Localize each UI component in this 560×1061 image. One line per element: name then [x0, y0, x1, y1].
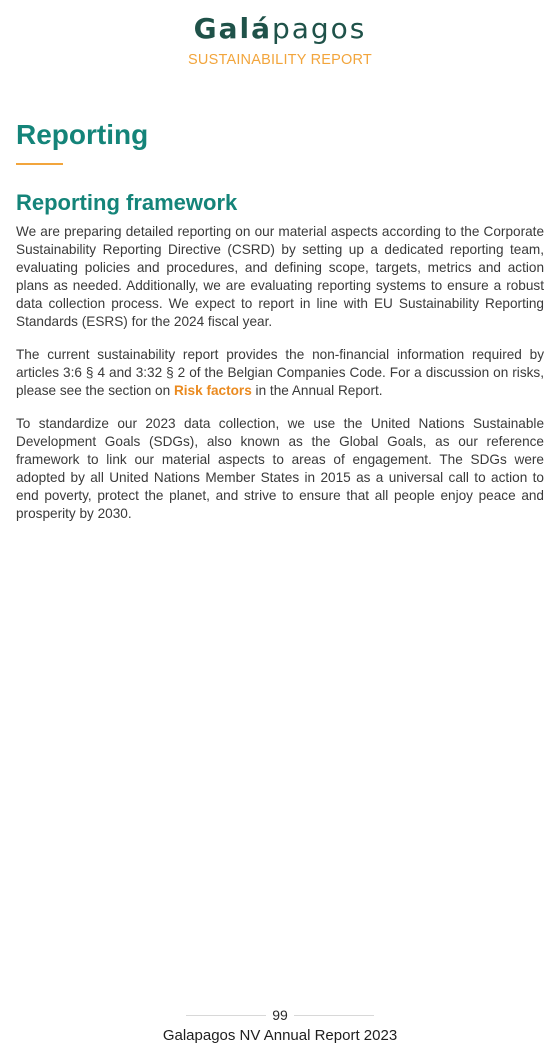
footer-report-title: Galapagos NV Annual Report 2023 [162, 1027, 398, 1044]
footer-divider-right [294, 1015, 374, 1016]
page-number-row [0, 1005, 560, 1025]
section-title-underline [16, 163, 63, 165]
galapagos-logo [0, 12, 560, 48]
page-number: 99 [272, 1007, 288, 1023]
logo-bold-text: Galá [193, 12, 272, 45]
page-header [0, 12, 560, 68]
risk-factors-link[interactable]: Risk factors [173, 383, 252, 398]
paragraph-sdgs: To standardize our 2023 data collection, we use the United Nations Sustainable Development Goals (SDGs), also known as the Global Goals, as our reference framework to link our material aspects to areas of engagement. The SDGs were adopted by all United Nations Member States in 2015 as a universal call to action to end poverty, protect the planet, and strive to ensure that all people enjoy peace and prosperity by 2030. [16, 416, 544, 521]
page-footer [0, 1005, 560, 1044]
body-text [16, 223, 544, 538]
paragraph-nonfinancial-end: in the Annual Report. [251, 383, 383, 398]
logo-light-text: pagos [271, 12, 367, 45]
report-type-label: SUSTAINABILITY REPORT [188, 52, 372, 68]
paragraph-nonfinancial [16, 346, 544, 400]
paragraph-csrd: We are preparing detailed reporting on our material aspects according to the Corporate Sustainability Reporting Directive (CSRD) by setting up a dedicated reporting team, evaluating policies and procedures, and defining scope, targets, metrics and action plans as needed. Additionally, we are evaluating reporting systems to ensure a robust data collection process. We expect to report in line with EU Sustainability Reporting Standards (ESRS) for the 2024 fiscal year. [16, 224, 544, 329]
footer-divider-left [186, 1015, 266, 1016]
section-title: Reporting [16, 119, 149, 150]
paragraph-nonfinancial-text: The current sustainability report provides the non-financial information required by articles 3:6 § 4 and 3:32 § 2 of the Belgian Companies Code. For a discussion on risks, please see the section on [16, 347, 544, 398]
subsection-title: Reporting framework [16, 190, 238, 215]
